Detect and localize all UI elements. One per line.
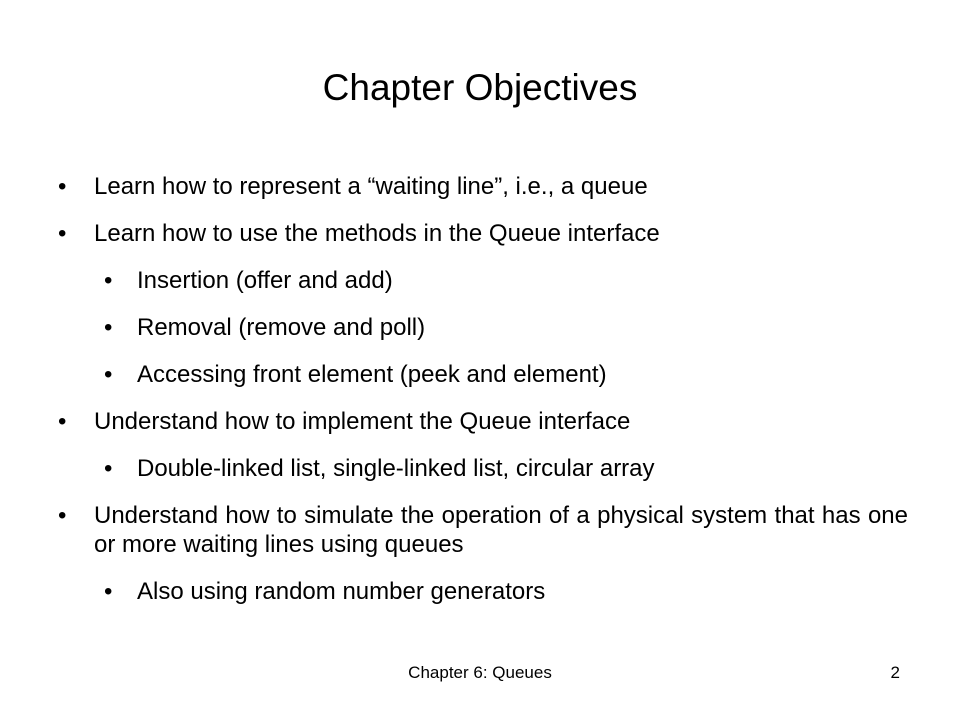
bullet-dot-icon: •: [104, 361, 113, 388]
bullet-dot-icon: •: [58, 502, 67, 529]
bullet-dot-icon: •: [58, 220, 67, 247]
bullet-text: Understand how to simulate the operation of a physical system that has one or more waiting lines using queues: [94, 502, 908, 558]
bullet-text: Removal (remove and poll): [137, 314, 426, 341]
bullet-item: [56, 172, 908, 201]
sub-bullet-item: [56, 360, 908, 389]
bullet-dot-icon: •: [104, 578, 113, 605]
bullet-text: Learn how to use the methods in the Queue interface: [94, 220, 660, 247]
sub-bullet-item: [56, 266, 908, 295]
bullet-text: Learn how to represent a “waiting line”, i.e., a queue: [94, 173, 648, 200]
bullet-text: Also using random number generators: [137, 578, 546, 605]
bullet-item: [56, 219, 908, 248]
objectives-list: [56, 172, 908, 624]
bullet-text: Understand how to implement the Queue interface: [94, 408, 631, 435]
bullet-dot-icon: •: [58, 173, 67, 200]
bullet-dot-icon: •: [104, 314, 113, 341]
bullet-item: [56, 501, 908, 559]
page-number: 2: [890, 663, 900, 682]
bullet-text: Double-linked list, single-linked list, circular array: [137, 455, 655, 482]
bullet-dot-icon: •: [104, 267, 113, 294]
bullet-dot-icon: •: [104, 455, 113, 482]
slide-footer: Chapter 6: Queues: [408, 663, 552, 682]
bullet-text: Accessing front element (peek and element): [137, 361, 607, 388]
bullet-item: [56, 407, 908, 436]
bullet-dot-icon: •: [58, 408, 67, 435]
sub-bullet-item: [56, 454, 908, 483]
bullet-text: Insertion (offer and add): [137, 267, 393, 294]
slide-title: Chapter Objectives: [322, 67, 638, 108]
sub-bullet-item: [56, 577, 908, 606]
sub-bullet-item: [56, 313, 908, 342]
